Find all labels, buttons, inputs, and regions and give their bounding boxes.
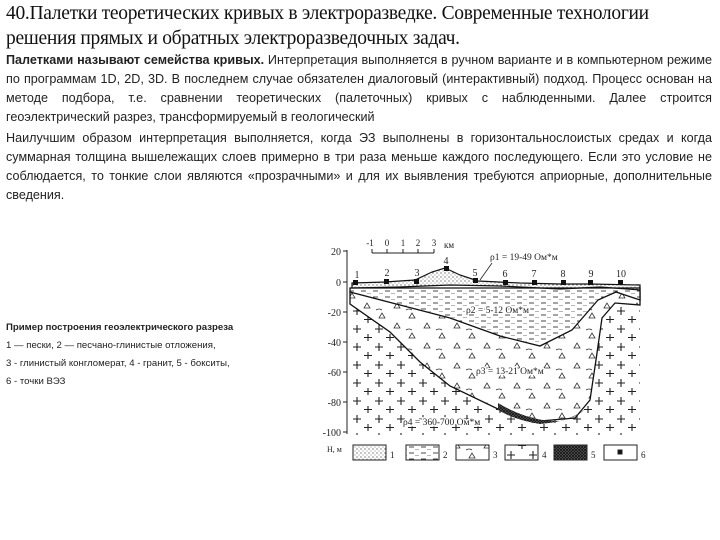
layer-sands xyxy=(352,268,640,290)
caption-line: 3 - глинистый конгломерат, 4 - гранит, 5 - бокситы, xyxy=(6,358,230,369)
legend-label: 2 xyxy=(443,450,448,460)
slide-title: 40.Палетки теоретических кривых в электроразведке. Современные технологии решения прямых и обратных электроразведочных задач. xyxy=(6,3,649,49)
scale-tick: 3 xyxy=(431,238,437,248)
ves-point-label: 7 xyxy=(531,269,537,280)
term-palettes: Палетками называют семейства кривых. xyxy=(6,53,265,67)
scale-tick: 2 xyxy=(415,238,421,248)
y-tick-label: -40 xyxy=(327,338,341,349)
ves-point-label: 3 xyxy=(414,268,420,279)
y-tick-label: -60 xyxy=(327,368,341,379)
caption-line: 6 - точки ВЭЗ xyxy=(6,376,66,387)
scale-tick: 0 xyxy=(384,238,390,248)
ves-point-label: 5 xyxy=(472,268,478,279)
y-tick-label: -100 xyxy=(322,428,341,439)
scale-tick: -1 xyxy=(366,238,374,248)
caption-title: Пример построения геоэлектрического разреза xyxy=(6,322,234,333)
caption-line: 1 — пески, 2 — песчано-глинистые отложения, xyxy=(6,340,216,351)
y-axis xyxy=(343,250,347,434)
ves-point-label: 6 xyxy=(502,269,508,280)
rho1-label: ρ1 = 19-49 Ом*м xyxy=(490,253,558,263)
ves-point-label: 8 xyxy=(560,269,566,280)
y-tick-label: -20 xyxy=(327,308,341,319)
ves-point-label: 4 xyxy=(443,256,449,267)
y-tick-label: -80 xyxy=(327,398,341,409)
legend-label: 5 xyxy=(591,450,596,460)
legend-label: 4 xyxy=(542,450,547,460)
y-tick-label: 20 xyxy=(331,247,341,258)
scale-bar xyxy=(372,249,434,253)
ves-point-label: 10 xyxy=(616,269,626,280)
ves-point-label: 2 xyxy=(384,268,390,279)
rho4-label: ρ4 = 360-700 Ом*м xyxy=(403,418,481,428)
ves-point-label: 1 xyxy=(354,270,360,281)
paragraph-text: Интерпретация выполняется в ручном варианте и в компьютерном режиме по программам 1D, 2D, 3D. В последнем случае обязателен диалоговый (интерактивный) подход. Процесс основан на методе подбора, т.е. сравнении теоретических (палеточных) кривых с наблюденными. Далее строится геоэлектрический разрез, трансформируемый в геологический xyxy=(6,53,712,124)
y-unit-label: H, м xyxy=(327,445,342,454)
ves-point-label: 9 xyxy=(588,269,594,280)
legend-label: 3 xyxy=(493,450,498,460)
legend-label: 1 xyxy=(390,450,395,460)
y-tick-label: 0 xyxy=(336,278,341,289)
paragraph-interpretation: Наилучшим образом интерпретация выполняется, когда ЭЗ выполнены в горизонтальнослоистых средах и когда суммарная толщина вышележащих слоев примерно в три раза меньше каждого последующего. Если это условие не соблюдается, то тонкие слои являются «прозрачными» и для их выявления требуются априорные, дополнительные сведения. xyxy=(6,131,712,202)
rho2-label: ρ2 = 5-12 Ом*м xyxy=(466,306,530,316)
legend-label: 6 xyxy=(641,450,646,460)
scale-unit: км xyxy=(443,240,455,250)
rho3-label: ρ3 = 13-21 Ом*м xyxy=(476,367,544,377)
scale-tick: 1 xyxy=(400,238,406,248)
